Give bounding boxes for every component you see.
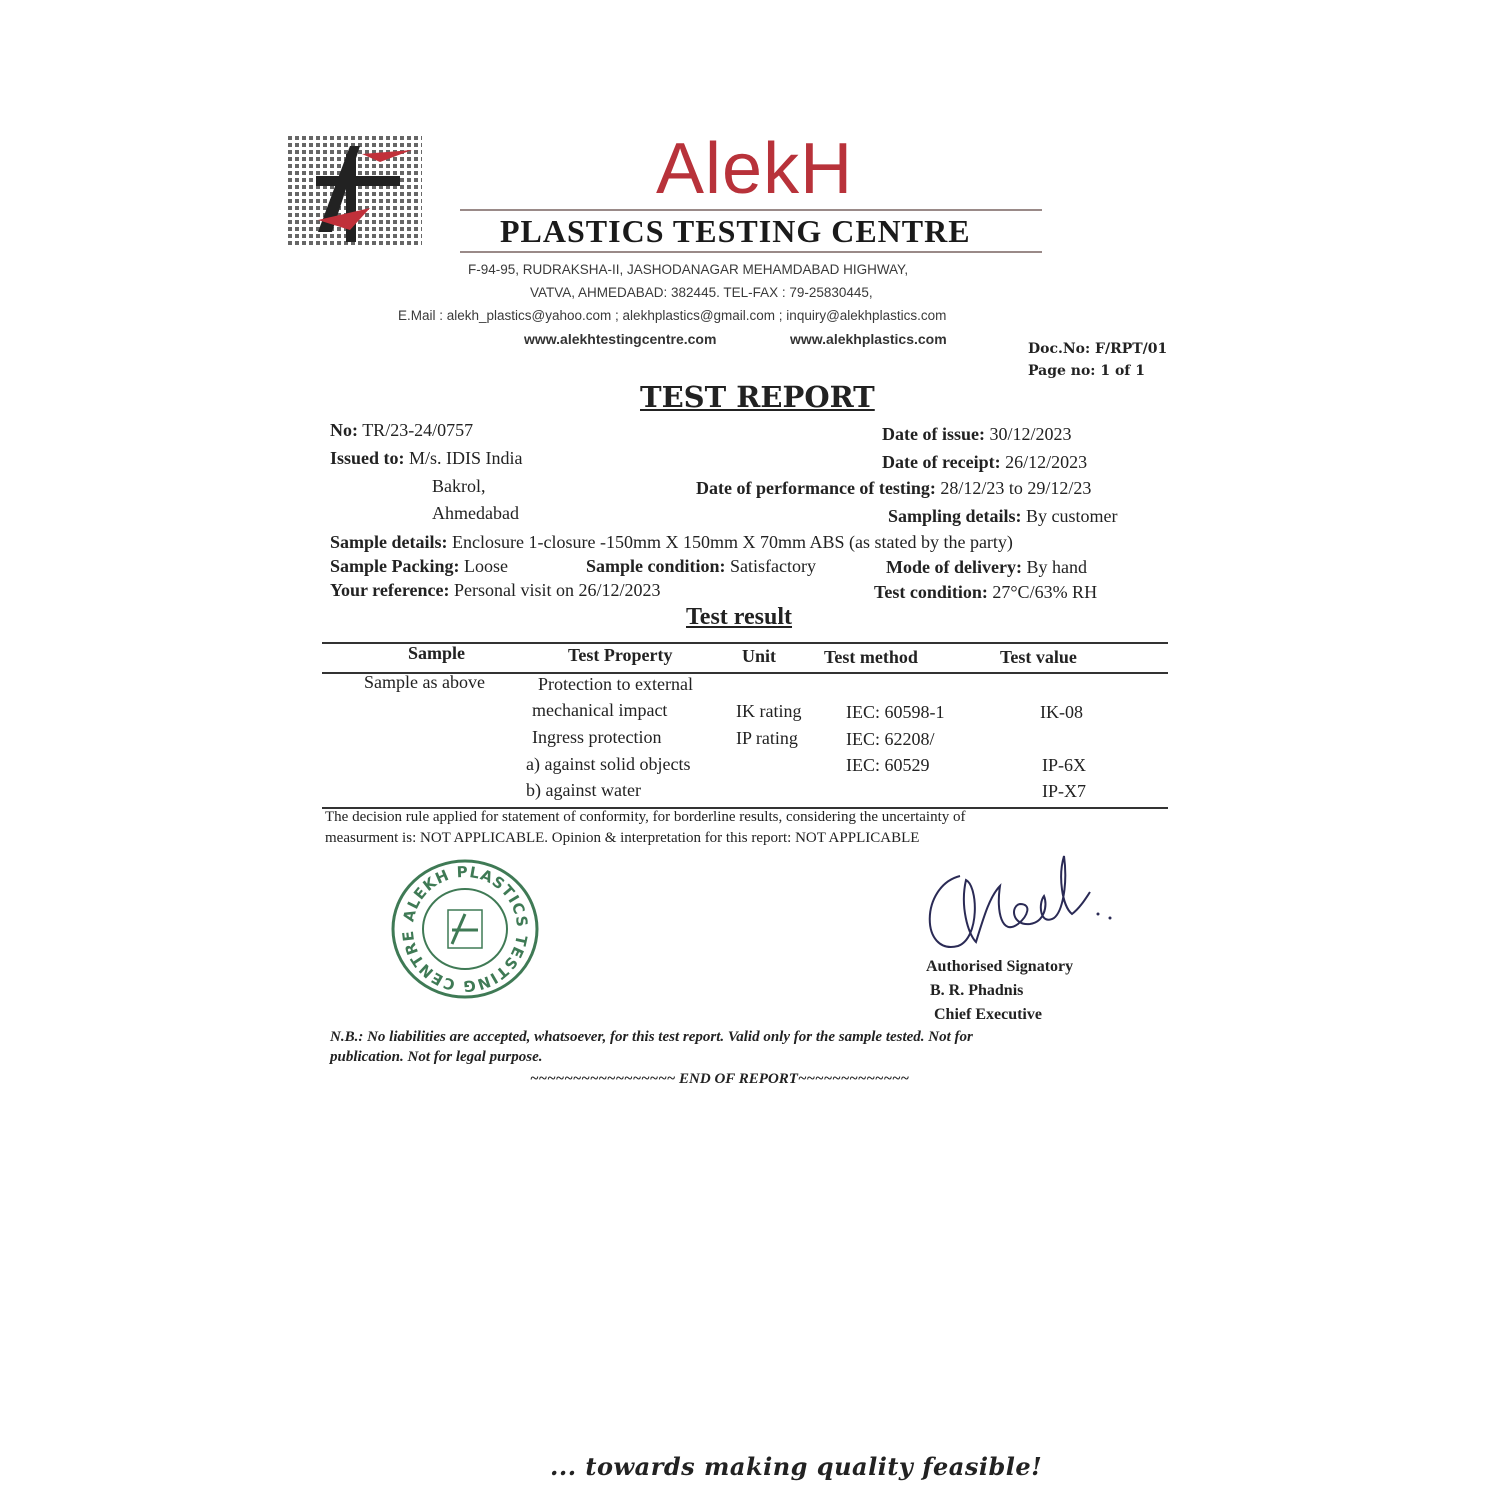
address-line-2: VATVA, AHMEDABAD: 382445. TEL-FAX : 79-25830445,: [530, 285, 873, 300]
col-test-property: Test Property: [568, 645, 673, 665]
date-receipt-value: 26/12/2023: [1005, 452, 1088, 472]
report-no-value: TR/23-24/0757: [362, 420, 474, 440]
sample-details: [330, 532, 1013, 553]
reference-label: Your reference:: [330, 580, 450, 600]
decision-note-1: The decision rule applied for statement of conformity, for borderline results, considering the uncertainty of: [325, 809, 966, 825]
issued-to-line-1: M/s. IDIS India: [409, 448, 523, 468]
website-link-2[interactable]: www.alekhplastics.com: [790, 331, 947, 347]
date-issue-value: 30/12/2023: [989, 424, 1072, 444]
sampling-label: Sampling details:: [888, 506, 1022, 526]
cell-property-1a: Protection to external: [538, 674, 693, 694]
cell-value-2a: IP-6X: [1042, 755, 1086, 775]
company-logo-icon: [288, 136, 422, 248]
test-condition: [874, 582, 1097, 603]
date-perf-label: Date of performance of testing:: [696, 478, 936, 498]
nb-note-1: N.B.: No liabilities are accepted, whatsoever, for this test report. Valid only for the sample tested. Not for: [330, 1029, 973, 1045]
end-of-report: ~~~~~~~~~~~~~~~~~ END OF REPORT~~~~~~~~~~~~~: [530, 1071, 910, 1087]
signatory-name: B. R. Phadnis: [930, 982, 1024, 999]
sample-condition: [586, 556, 816, 577]
sampling-details: [888, 506, 1118, 527]
footer-tagline: ... towards making quality feasible!: [550, 1452, 1043, 1481]
reference-value: Personal visit on 26/12/2023: [453, 580, 661, 600]
sample-details-label: Sample details:: [330, 532, 448, 552]
packing-value: Loose: [464, 556, 509, 576]
cell-property-2b: b) against water: [526, 780, 641, 800]
issued-to-line-3: Ahmedabad: [432, 503, 519, 523]
sampling-value: By customer: [1026, 506, 1118, 526]
mode-of-delivery: [886, 557, 1087, 578]
brand-rule-top: [460, 209, 1042, 211]
website-link-1[interactable]: www.alekhtestingcentre.com: [524, 331, 717, 347]
cell-sample: Sample as above: [364, 672, 485, 692]
condition-value: Satisfactory: [730, 556, 817, 576]
cell-value-2b: IP-X7: [1042, 781, 1086, 801]
cell-method-2a: IEC: 62208/: [846, 729, 935, 749]
date-of-receipt: [882, 452, 1087, 473]
date-of-issue: [882, 424, 1072, 445]
doc-number: Doc.No: F/RPT/01: [1028, 341, 1168, 357]
issued-to: [330, 448, 523, 469]
packing-label: Sample Packing:: [330, 556, 460, 576]
report-no-label: No:: [330, 420, 358, 440]
sample-packing: [330, 556, 508, 577]
issued-to-label: Issued to:: [330, 448, 405, 468]
nb-note-2: publication. Not for legal purpose.: [330, 1049, 543, 1065]
centre-name: PLASTICS TESTING CENTRE: [500, 213, 971, 249]
test-cond-value: 27°C/63% RH: [992, 582, 1098, 602]
cell-unit-1: IK rating: [736, 701, 802, 721]
issued-to-line-2: Bakrol,: [432, 476, 486, 496]
signature-icon: [920, 846, 1120, 964]
cell-property-2a: a) against solid objects: [526, 754, 691, 774]
test-result-title: Test result: [686, 604, 793, 630]
date-perf-value: 28/12/23 to 29/12/23: [940, 478, 1092, 498]
cell-value-1: IK-08: [1040, 702, 1083, 722]
cell-method-1: IEC: 60598-1: [846, 702, 945, 722]
date-receipt-label: Date of receipt:: [882, 452, 1001, 472]
report-no: [330, 420, 473, 441]
brand-name: AlekH: [656, 129, 854, 209]
brand-rule-bottom: [460, 251, 1042, 253]
cell-property-2: Ingress protection: [532, 727, 662, 747]
address-line-1: F-94-95, RUDRAKSHA-II, JASHODANAGAR MEHAMDABAD HIGHWAY,: [468, 262, 909, 277]
sample-details-value: Enclosure 1-closure -150mm X 150mm X 70mm ABS (as stated by the party): [452, 532, 1013, 552]
cell-method-2b: IEC: 60529: [846, 755, 930, 775]
test-cond-label: Test condition:: [874, 582, 988, 602]
delivery-label: Mode of delivery:: [886, 557, 1022, 577]
date-issue-label: Date of issue:: [882, 424, 985, 444]
delivery-value: By hand: [1026, 557, 1087, 577]
decision-note-2: measurment is: NOT APPLICABLE. Opinion & interpretation for this report: NOT APPLICABLE: [325, 830, 920, 846]
svg-text:ALEKH PLASTICS TESTING CENTRE: ALEKH PLASTICS TESTING CENTRE: [398, 862, 532, 996]
page-number: Page no: 1 of 1: [1028, 363, 1145, 379]
report-title: TEST REPORT: [640, 380, 875, 414]
col-unit: Unit: [742, 646, 777, 666]
condition-label: Sample condition:: [586, 556, 726, 576]
cell-unit-2: IP rating: [736, 728, 798, 748]
cell-property-1b: mechanical impact: [532, 700, 668, 720]
signatory-role: Chief Executive: [934, 1006, 1042, 1023]
email-line: E.Mail : alekh_plastics@yahoo.com ; alekhplastics@gmail.com ; inquiry@alekhplastics.com: [398, 308, 947, 323]
stamp-seal-icon: [390, 858, 540, 1000]
date-of-performance: [696, 478, 1091, 499]
col-sample: Sample: [408, 643, 466, 663]
signatory-title: Authorised Signatory: [926, 958, 1074, 975]
your-reference: [330, 580, 660, 601]
col-test-value: Test value: [1000, 647, 1077, 667]
col-test-method: Test method: [824, 647, 918, 667]
